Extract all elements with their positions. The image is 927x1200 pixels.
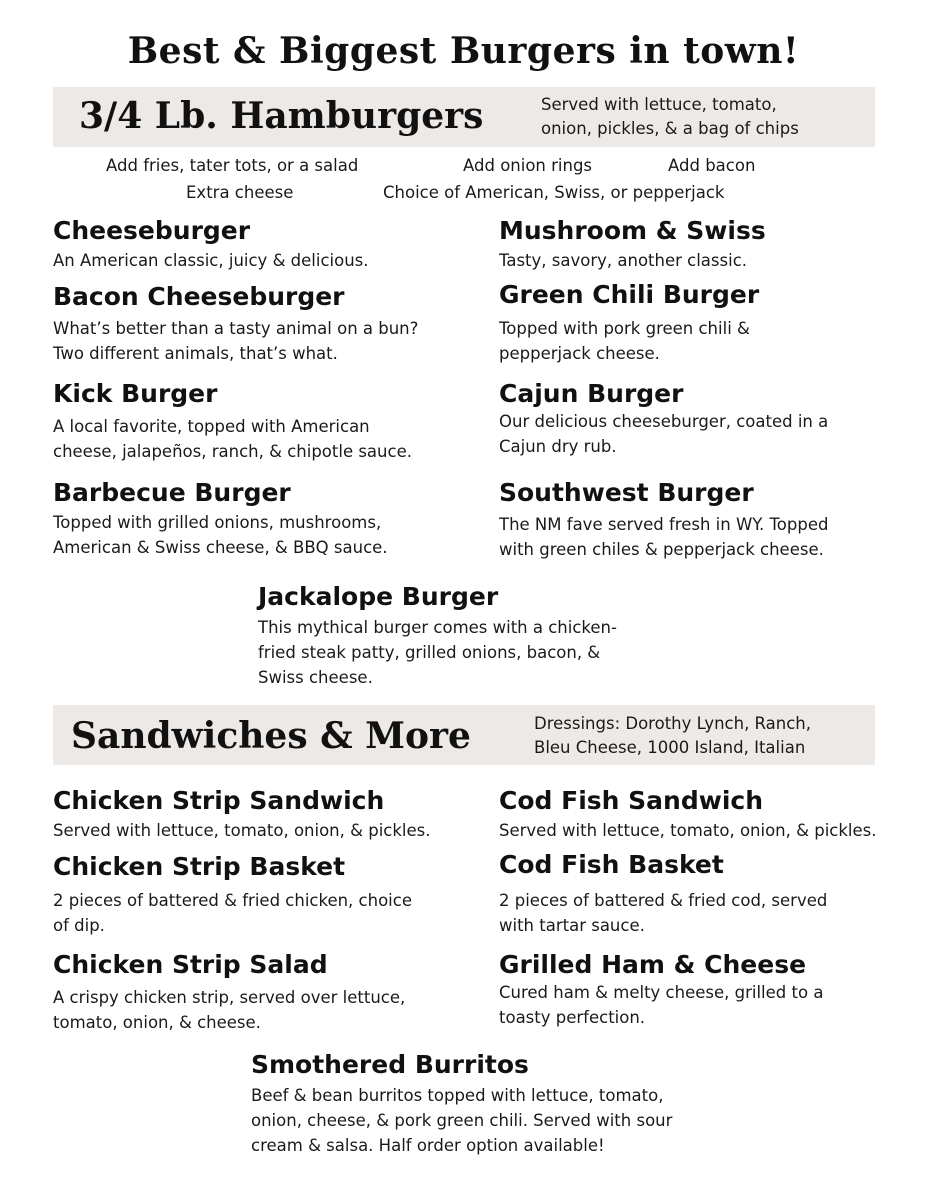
item-name: Grilled Ham & Cheese [499,950,807,979]
item-description: This mythical burger comes with a chicken- fried steak patty, grilled onions, bacon, & Swiss cheese. [258,618,617,687]
addon-extra-cheese: Extra cheese [186,183,294,202]
item-name: Cajun Burger [499,379,684,408]
item-description: Our delicious cheeseburger, coated in a Cajun dry rub. [499,412,829,456]
addon-bacon: Add bacon [668,156,756,175]
item-name: Kick Burger [53,379,218,408]
menu-item-smothered-burritos [251,1050,672,1158]
item-description: 2 pieces of battered & fried chicken, choice of dip. [53,891,412,935]
menu-item-chicken-strip-sandwich [53,786,431,843]
item-name: Bacon Cheeseburger [53,282,345,311]
item-description: Tasty, savory, another classic. [499,251,748,270]
item-name: Jackalope Burger [258,582,499,611]
sandwiches-banner [53,705,875,765]
burgers-banner [53,87,875,147]
menu-item-chicken-strip-basket [53,852,412,938]
sandwiches-note: Dressings: Dorothy Lynch, Ranch, Bleu Cheese, 1000 Island, Italian [534,714,812,757]
item-name: Southwest Burger [499,478,754,507]
item-description: Topped with grilled onions, mushrooms, American & Swiss cheese, & BBQ sauce. [53,513,388,557]
menu-item-cheeseburger [53,216,369,273]
menu-item-southwest-burger [499,478,828,562]
menu-item-mushroom-swiss [499,216,766,273]
item-name: Cod Fish Sandwich [499,786,764,815]
item-name: Chicken Strip Basket [53,852,346,881]
menu-item-bacon-cheeseburger [53,282,418,366]
item-description: Topped with pork green chili & pepperjack cheese. [499,319,750,363]
menu-item-kick-burger [53,379,412,464]
addon-sides: Add fries, tater tots, or a salad [106,156,359,175]
item-name: Green Chili Burger [499,280,760,309]
menu-item-cod-fish-sandwich [499,786,877,843]
sandwiches-heading: Sandwiches & More [71,715,471,757]
addon-cheese-choice: Choice of American, Swiss, or pepperjack [383,183,725,202]
burgers-note: Served with lettuce, tomato, onion, pickles, & a bag of chips [541,95,799,138]
menu-item-cod-fish-basket [499,850,827,938]
item-description: An American classic, juicy & delicious. [53,251,369,270]
item-description: A local favorite, topped with American cheese, jalapeños, ranch, & chipotle sauce. [53,417,412,461]
menu-item-chicken-strip-salad [53,950,405,1035]
item-description: The NM fave served fresh in WY. Topped with green chiles & pepperjack cheese. [499,515,829,559]
menu-item-barbecue-burger [53,478,388,560]
addon-onion-rings: Add onion rings [463,156,593,175]
item-description: 2 pieces of battered & fried cod, served with tartar sauce. [499,891,828,935]
item-name: Smothered Burritos [251,1050,529,1079]
item-description: A crispy chicken strip, served over lettuce, tomato, onion, & cheese. [53,988,406,1032]
page-title: Best & Biggest Burgers in town! [127,30,800,72]
menu-item-jackalope-burger [258,582,617,690]
item-description: Served with lettuce, tomato, onion, & pickles. [53,821,431,840]
item-description: Beef & bean burritos topped with lettuce, tomato, onion, cheese, & pork green chili. Served with sour cream & salsa. Half order option available! [251,1086,673,1155]
item-name: Chicken Strip Salad [53,950,328,979]
menu-item-grilled-ham-cheese [499,950,823,1030]
item-name: Mushroom & Swiss [499,216,766,245]
burgers-heading: 3/4 Lb. Hamburgers [79,95,484,137]
item-name: Chicken Strip Sandwich [53,786,385,815]
menu-item-cajun-burger [499,379,828,459]
item-description: Served with lettuce, tomato, onion, & pickles. [499,821,877,840]
item-name: Cheeseburger [53,216,251,245]
item-description: Cured ham & melty cheese, grilled to a toasty perfection. [499,983,824,1027]
item-description: What’s better than a tasty animal on a bun? Two different animals, that’s what. [53,319,419,363]
item-name: Cod Fish Basket [499,850,724,879]
menu-item-green-chili-burger [499,280,759,366]
item-name: Barbecue Burger [53,478,291,507]
